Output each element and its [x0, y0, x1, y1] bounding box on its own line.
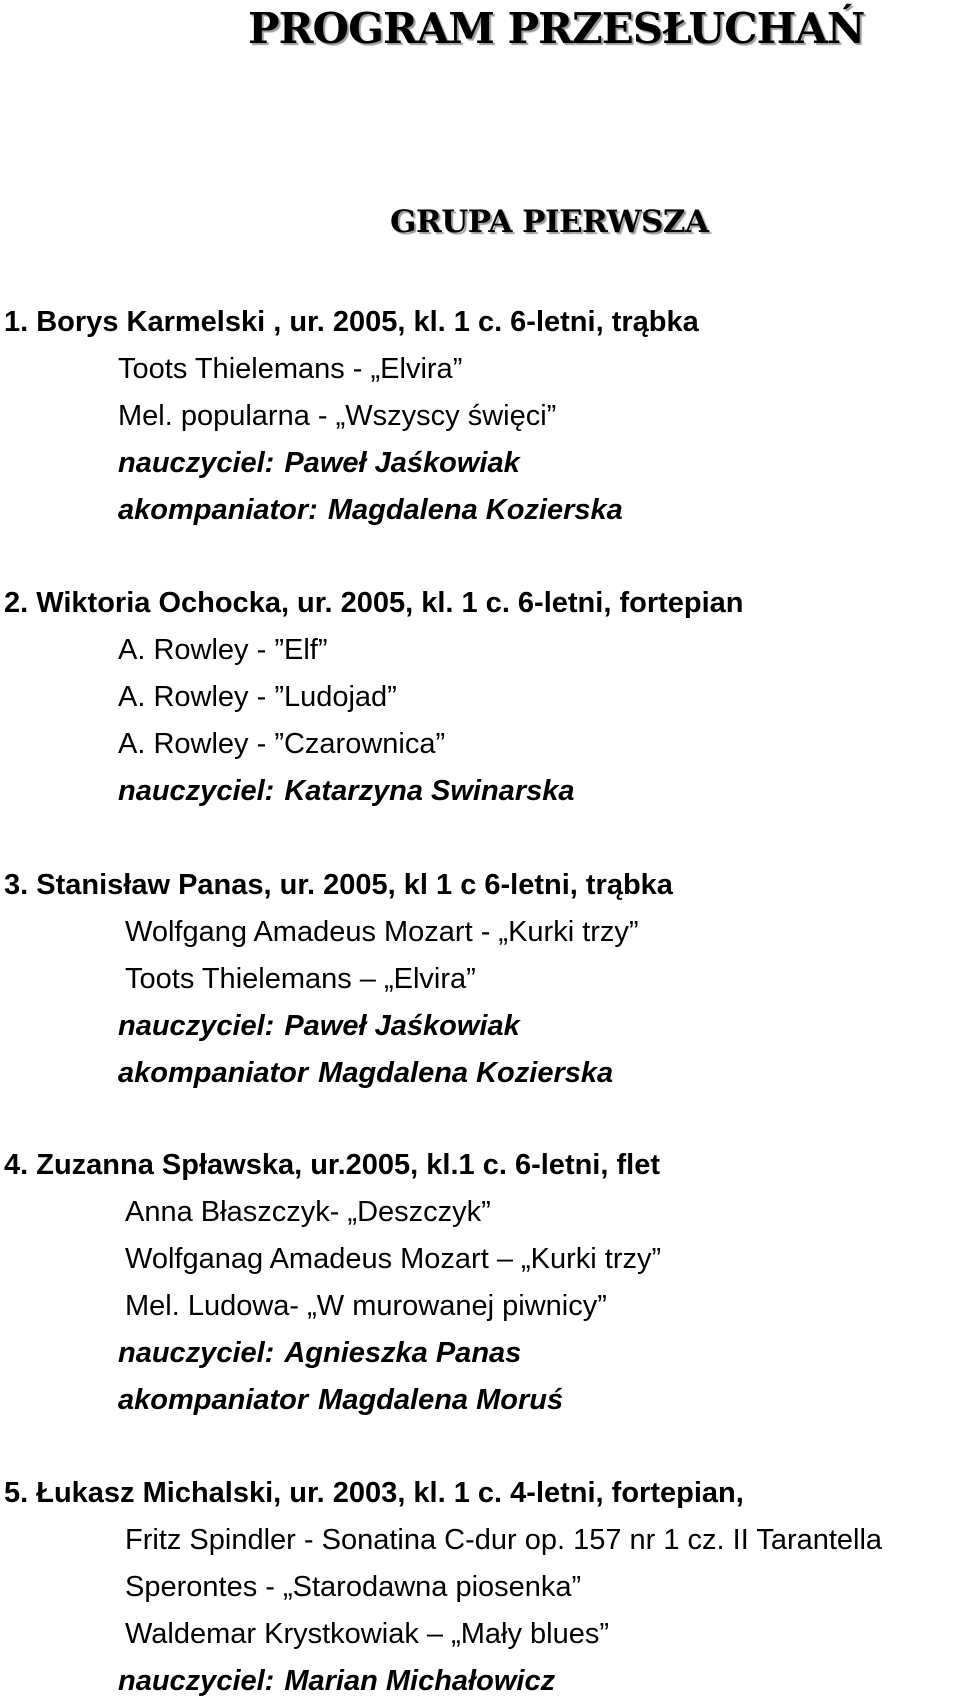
- group-heading: GRUPA PIERWSZA: [390, 204, 709, 240]
- teacher-name: Agnieszka Panas: [284, 1337, 522, 1369]
- piece: Mel. Ludowa- „W murowanej piwnicy”: [125, 1290, 607, 1322]
- entry-4: [0, 1142, 960, 1424]
- teacher-label: nauczyciel:: [118, 1665, 275, 1697]
- piece: Wolfganag Amadeus Mozart – „Kurki trzy”: [125, 1243, 662, 1275]
- piece: Mel. popularna - „Wszyscy święci”: [118, 400, 557, 432]
- piece: Toots Thielemans - „Elvira”: [118, 353, 463, 385]
- accompanist-label: akompaniator:: [118, 494, 318, 526]
- teacher-name: Paweł Jaśkowiak: [284, 447, 520, 479]
- accompanist-name: Magdalena Kozierska: [318, 1057, 614, 1089]
- teacher-line: [0, 1330, 960, 1377]
- entry-1: [0, 299, 960, 534]
- accompanist-line: [0, 487, 960, 534]
- entry-3: [0, 862, 960, 1097]
- piece: Anna Błaszczyk- „Deszczyk”: [125, 1196, 491, 1228]
- piece: A. Rowley - ”Czarownica”: [118, 728, 446, 760]
- page-title: PROGRAM PRZESŁUCHAŃ: [248, 4, 865, 53]
- piece: A. Rowley - ”Elf”: [118, 634, 328, 666]
- teacher-label: nauczyciel:: [118, 1337, 275, 1369]
- piece: Waldemar Krystkowiak – „Mały blues”: [125, 1618, 609, 1650]
- entry-heading: 2. Wiktoria Ochocka, ur. 2005, kl. 1 c. 6-letni, fortepian: [4, 587, 744, 619]
- teacher-line: [0, 440, 960, 487]
- piece: Toots Thielemans – „Elvira”: [125, 963, 476, 995]
- teacher-label: nauczyciel:: [118, 775, 275, 807]
- teacher-label: nauczyciel:: [118, 1010, 275, 1042]
- entry-heading: 5. Łukasz Michalski, ur. 2003, kl. 1 c. 4-letni, fortepian,: [4, 1477, 744, 1509]
- teacher-name: Marian Michałowicz: [284, 1665, 556, 1697]
- accompanist-line: [0, 1377, 960, 1424]
- entry-heading: 4. Zuzanna Spławska, ur.2005, kl.1 c. 6-letni, flet: [4, 1149, 660, 1181]
- piece: Wolfgang Amadeus Mozart - „Kurki trzy”: [125, 916, 639, 948]
- teacher-line: [0, 768, 960, 815]
- entry-heading: 1. Borys Karmelski , ur. 2005, kl. 1 c. 6-letni, trąbka: [4, 306, 699, 338]
- teacher-name: Paweł Jaśkowiak: [284, 1010, 520, 1042]
- accompanist-name: Magdalena Moruś: [318, 1384, 564, 1416]
- accompanist-label: akompaniator: [118, 1384, 309, 1416]
- piece: Sperontes - „Starodawna piosenka”: [125, 1571, 582, 1603]
- piece: A. Rowley - ”Ludojad”: [118, 681, 397, 713]
- accompanist-name: Magdalena Kozierska: [327, 494, 623, 526]
- entry-heading: 3. Stanisław Panas, ur. 2005, kl 1 c 6-letni, trąbka: [4, 869, 673, 901]
- teacher-label: nauczyciel:: [118, 447, 275, 479]
- teacher-line: [0, 1658, 960, 1705]
- entry-5: [0, 1470, 960, 1705]
- teacher-line: [0, 1003, 960, 1050]
- teacher-name: Katarzyna Swinarska: [284, 775, 575, 807]
- accompanist-label: akompaniator: [118, 1057, 309, 1089]
- piece: Fritz Spindler - Sonatina C-dur op. 157 nr 1 cz. II Tarantella: [125, 1524, 883, 1556]
- accompanist-line: [0, 1050, 960, 1097]
- entry-2: [0, 580, 960, 815]
